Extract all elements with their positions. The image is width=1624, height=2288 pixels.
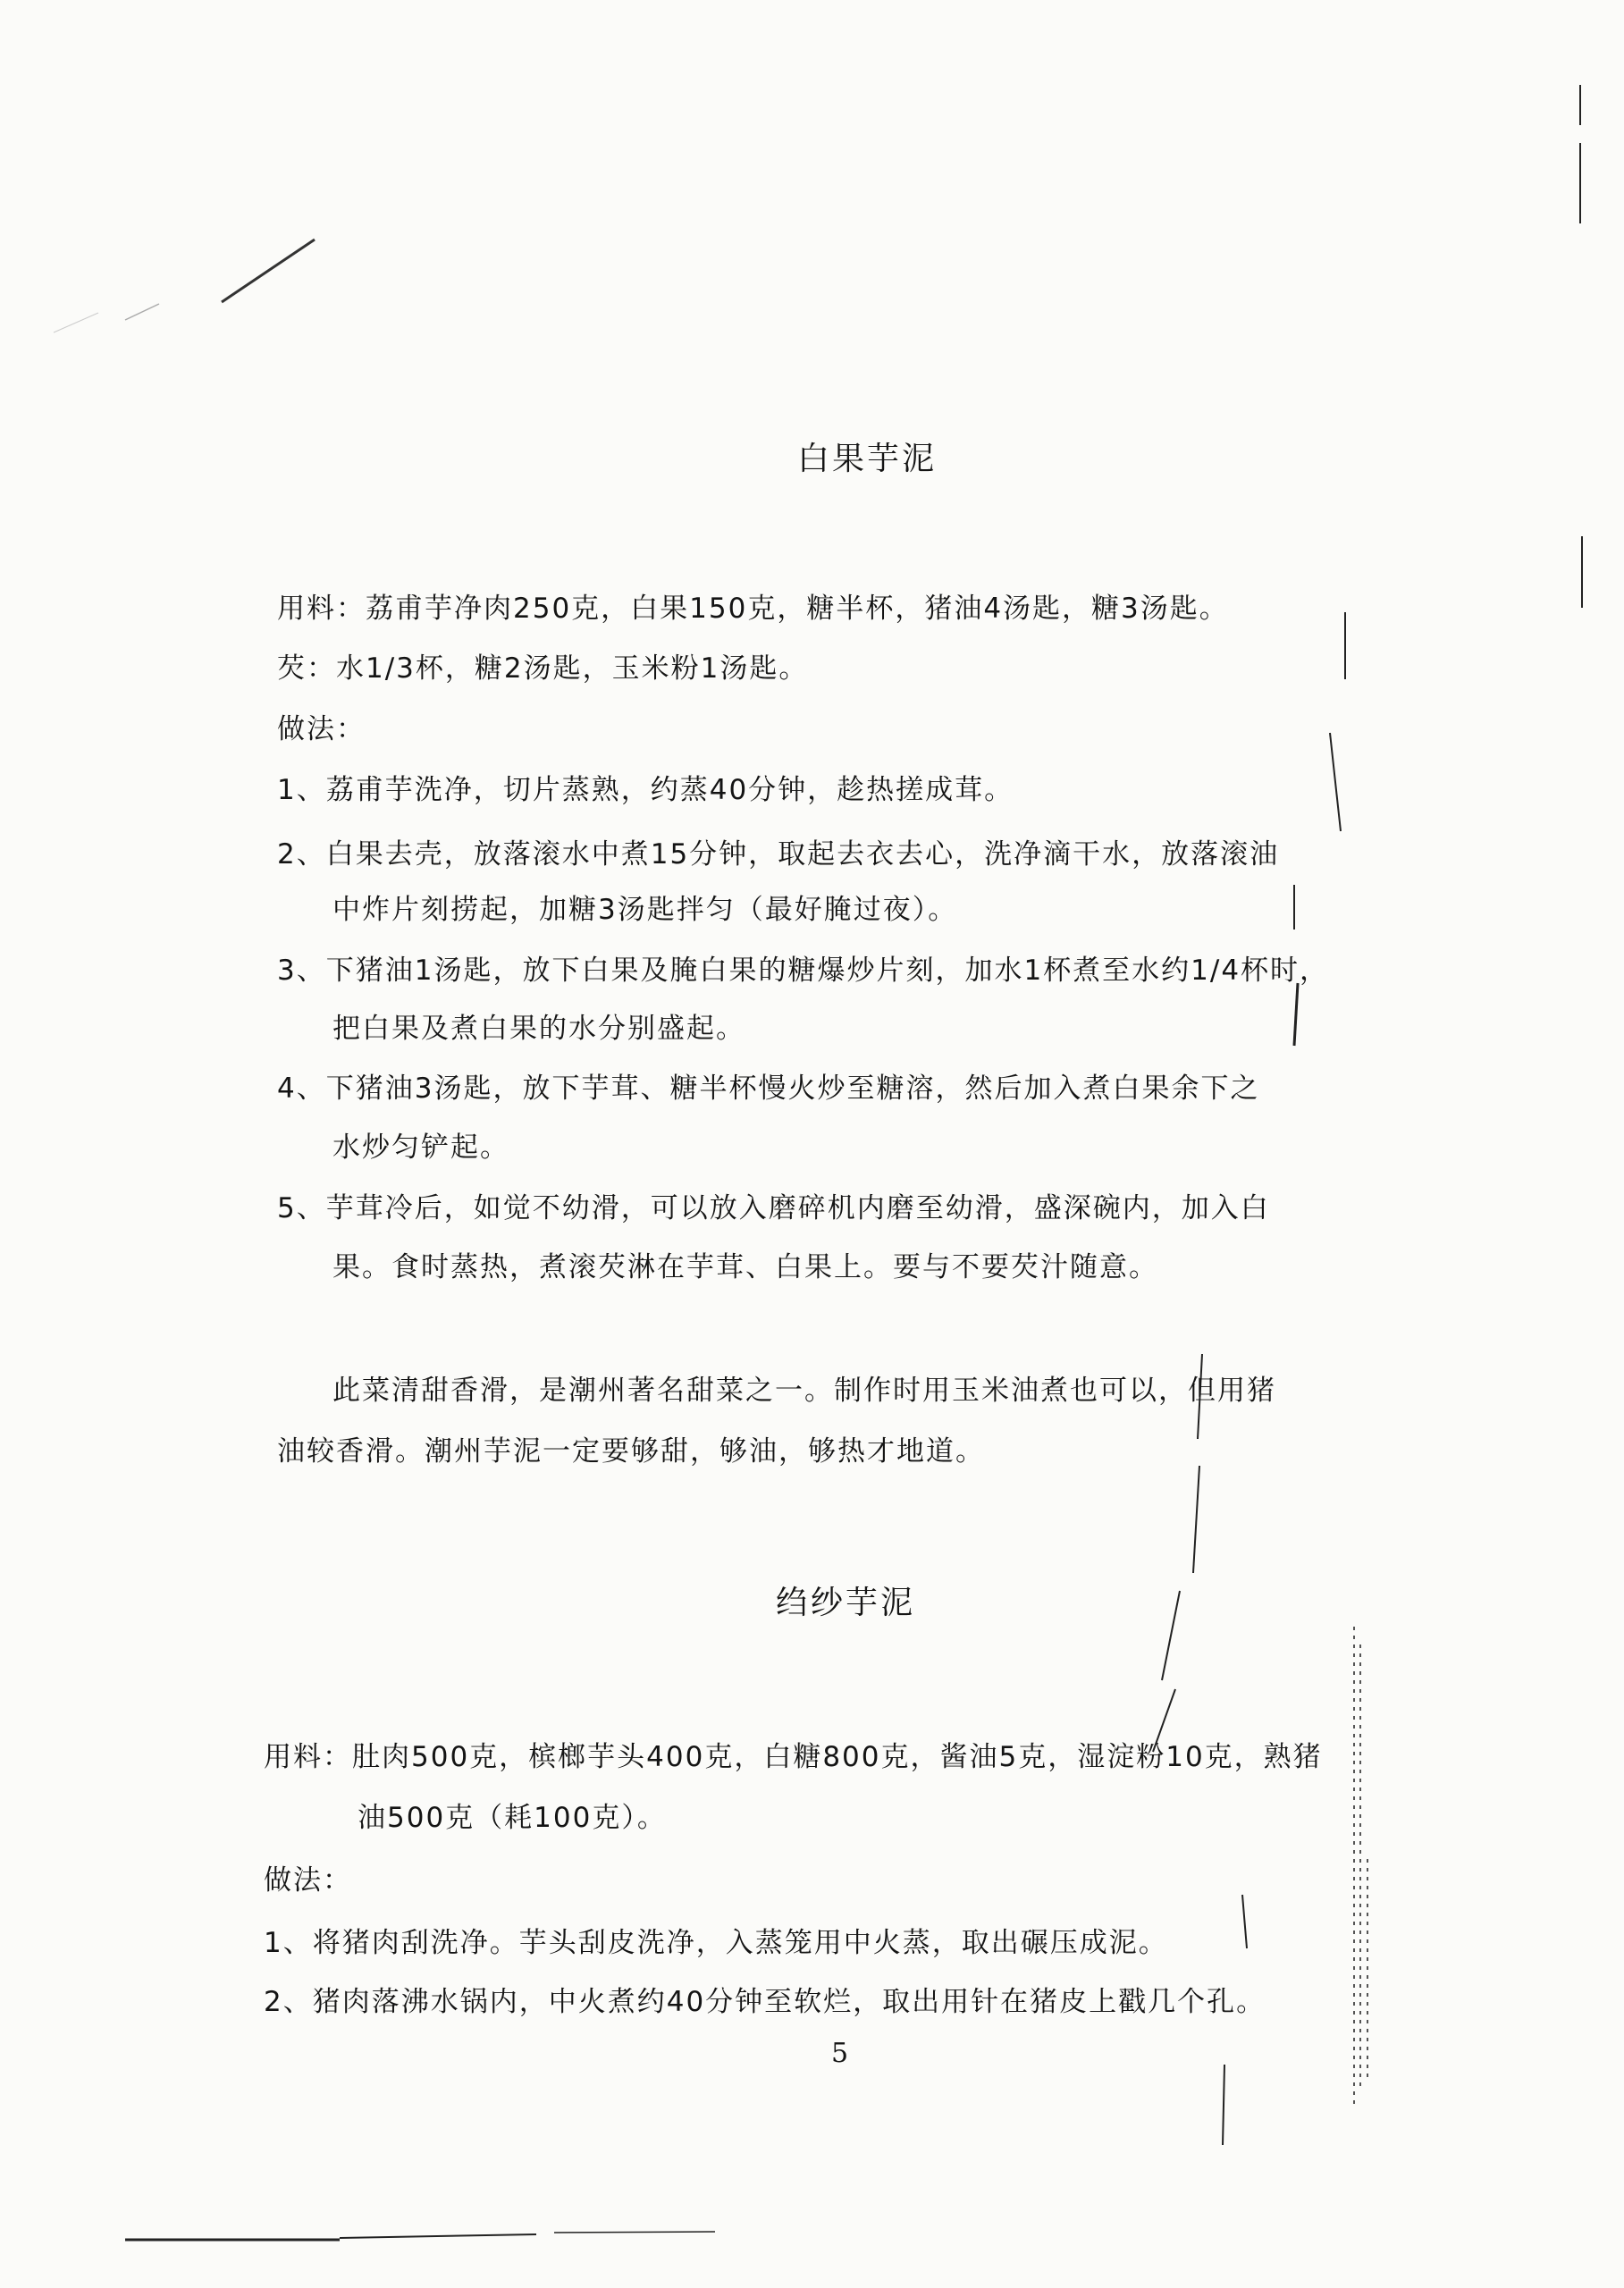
- page-number: 5: [831, 2038, 849, 2069]
- recipe1-title: 白果芋泥: [797, 441, 938, 477]
- recipe2-ingredients: 用料：肚肉500克，槟榔芋头400克，白糖800克，酱油5克，湿淀粉10克，熟猪: [264, 1741, 1323, 1773]
- recipe1-step: 4、下猪油3汤匙，放下芋茸、糖半杯慢火炒至糖溶，然后加入煮白果余下之: [277, 1072, 1260, 1105]
- recipe1-note: 油较香滑。潮州芋泥一定要够甜，够油，够热才地道。: [277, 1435, 985, 1468]
- recipe1-step: 2、白果去壳，放落滚水中煮15分钟，取起去衣去心，洗净滴干水，放落滚油: [277, 838, 1280, 871]
- recipe1-sauce: 芡：水1/3杯，糖2汤匙，玉米粉1汤匙。: [277, 652, 809, 685]
- recipe2-step: 2、猪肉落沸水锅内，中火煮约40分钟至软烂，取出用针在猪皮上戳几个孔。: [264, 1986, 1266, 2018]
- recipe1-note: 此菜清甜香滑，是潮州著名甜菜之一。制作时用玉米油煮也可以，但用猪: [332, 1375, 1276, 1407]
- recipe1-step-cont: 把白果及煮白果的水分别盛起。: [332, 1013, 745, 1045]
- recipe2-ingredients-cont: 油500克（耗100克）。: [358, 1802, 667, 1834]
- scan-line-bottom: [125, 2232, 715, 2240]
- scan-noise-right: [1354, 1627, 1367, 2109]
- recipe1-step: 5、芋茸冷后，如觉不幼滑，可以放入磨碎机内磨至幼滑，盛深碗内，加入白: [277, 1192, 1270, 1224]
- recipe1-step-cont: 水炒匀铲起。: [332, 1131, 509, 1164]
- recipe1-step-cont: 果。食时蒸热，煮滚芡淋在芋茸、白果上。要与不要芡汁随意。: [332, 1251, 1158, 1283]
- scan-streak-top-left: [54, 240, 315, 332]
- recipe2-title: 绉纱芋泥: [776, 1585, 916, 1621]
- recipe1-method-label: 做法：: [277, 713, 366, 745]
- recipe1-step: 3、下猪油1汤匙，放下白果及腌白果的糖爆炒片刻，加水1杯煮至水约1/4杯时，: [277, 955, 1330, 987]
- recipe2-step: 1、将猪肉刮洗净。芋头刮皮洗净，入蒸笼用中火蒸，取出碾压成泥。: [264, 1927, 1168, 1959]
- recipe2-method-label: 做法：: [264, 1864, 352, 1897]
- recipe1-ingredients: 用料：荔甫芋净肉250克，白果150克，糖半杯，猪油4汤匙，糖3汤匙。: [277, 593, 1229, 625]
- recipe1-step-cont: 中炸片刻捞起，加糖3汤匙拌匀（最好腌过夜）。: [332, 894, 958, 926]
- scan-edge-right: [1153, 85, 1582, 2145]
- recipe1-step: 1、荔甫芋洗净，切片蒸熟，约蒸40分钟，趁热搓成茸。: [277, 774, 1014, 806]
